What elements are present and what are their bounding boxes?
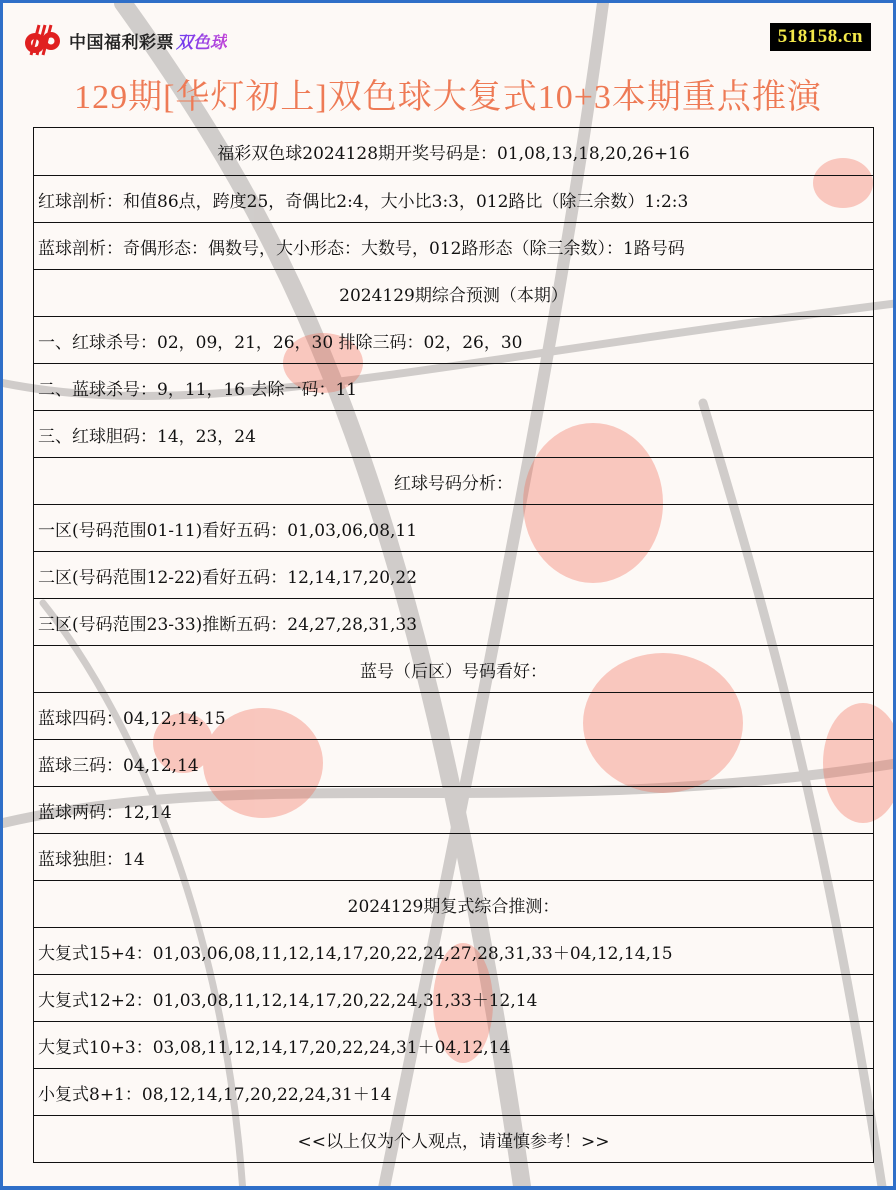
table-row: 大复式12+2：01,03,08,11,12,14,17,20,22,24,31,33＋12,14 [34,974,873,1021]
table-row: 大复式10+3：03,08,11,12,14,17,20,22,24,31＋04,12,14 [34,1021,873,1068]
site-domain-badge: 518158.cn [770,23,871,51]
table-row-draw-result: 福彩双色球2024128期开奖号码是：01,08,13,18,20,26+16 [217,144,690,164]
table-row-red-analysis: 红球剖析：和值86点，跨度25，奇偶比2:4，大小比3:3，012路比（除三余数）1:2:3 [34,175,873,222]
table-row: 三、红球胆码：14，23，24 [34,410,873,457]
disclaimer-row: <<以上仅为个人观点，请谨慎参考！>> [34,1115,873,1162]
table-row: 一、红球杀号：02，09，21，26，30 排除三码：02，26，30 [34,316,873,363]
table-row: 三区(号码范围23-33)推断五码：24,27,28,31,33 [34,598,873,645]
page-title: 129期[华灯初上]双色球大复式10+3本期重点推演 [74,79,822,116]
table-section-heading: 2024129期综合预测（本期） [34,269,873,316]
logo-text: 中国福利彩票 [69,32,174,53]
lottery-logo-icon [21,23,65,57]
table-row: 蓝球三码：04,12,14 [34,739,873,786]
logo-product-text: 双色球 [176,28,227,53]
welfare-lottery-logo [21,23,227,57]
table-row-blue-analysis: 蓝球剖析：奇偶形态：偶数号，大小形态：大数号，012路形态（除三余数）：1路号码 [34,222,873,269]
table-section-heading: 红球号码分析： [34,457,873,504]
table-row: 蓝球两码：12,14 [34,786,873,833]
table-row: 蓝球独胆：14 [34,833,873,880]
table-section-heading: 2024129期复式综合推测： [34,880,873,927]
table-row: 大复式15+4：01,03,06,08,11,12,14,17,20,22,24,27,28,31,33＋04,12,14,15 [34,927,873,974]
table-row: 小复式8+1：08,12,14,17,20,22,24,31＋14 [34,1068,873,1115]
table-row: 二、蓝球杀号：9，11，16 去除一码：11 [34,363,873,410]
table-row: 一区(号码范围01-11)看好五码：01,03,06,08,11 [34,504,873,551]
table-row: 二区(号码范围12-22)看好五码：12,14,17,20,22 [34,551,873,598]
table-row: 蓝球四码：04,12,14,15 [34,692,873,739]
table-section-heading: 蓝号（后区）号码看好： [34,645,873,692]
prediction-table [33,127,874,1163]
